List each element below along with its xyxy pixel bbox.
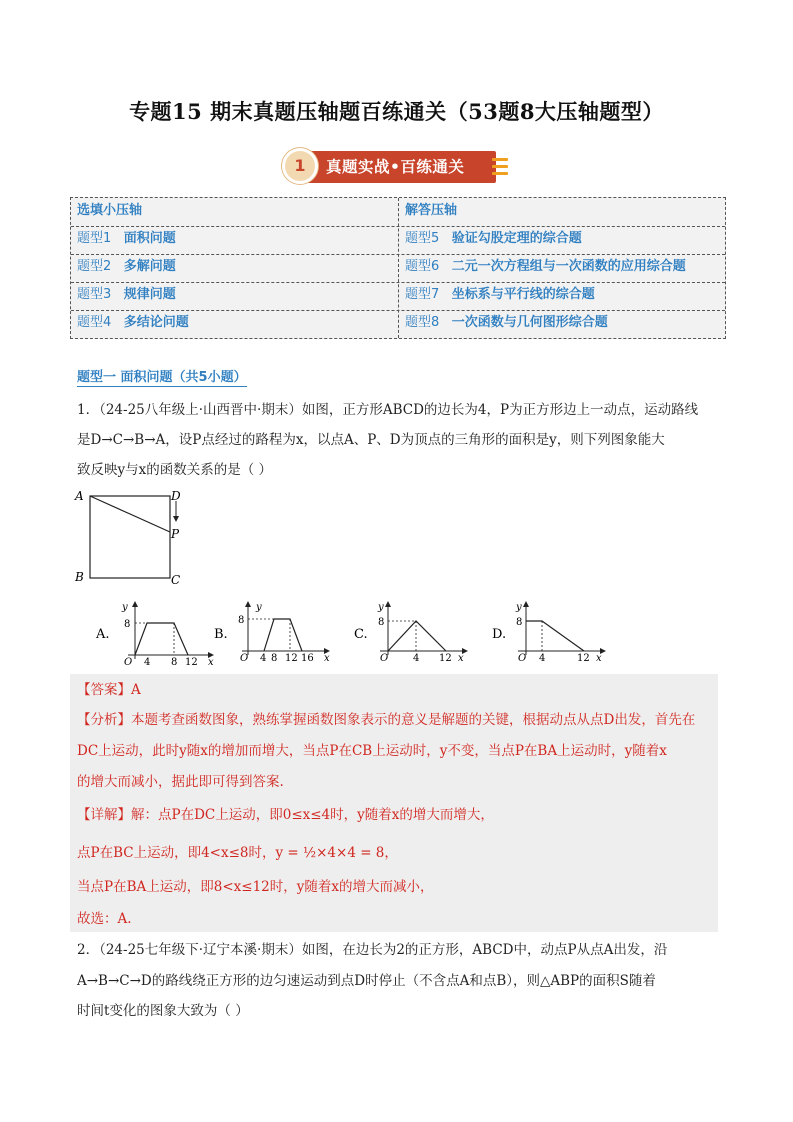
y-axis-arrow-icon bbox=[245, 601, 251, 607]
y-tick-label: 8 bbox=[238, 615, 245, 626]
toc-divider bbox=[398, 198, 399, 338]
banner-stripe-decoration bbox=[492, 165, 508, 168]
detail-line-3: 当点P在BA上运动，即8<x≤12时，y随着x的增大而减小， bbox=[77, 879, 434, 895]
detail-line-1: 【详解】解：点P在DC上运动，即0≤x≤4时，y随着x的增大而增大， bbox=[77, 807, 494, 823]
section-heading: 题型一 面积问题（共5小题） bbox=[77, 366, 247, 387]
page-title: 专题15 期末真题压轴题百练通关（53题8大压轴题型） bbox=[129, 99, 664, 124]
square-outline bbox=[90, 496, 170, 578]
y-axis-arrow-icon bbox=[132, 601, 138, 607]
x-tick-label: 4 bbox=[260, 653, 267, 664]
square-abcd-figure bbox=[70, 486, 190, 590]
label-p: P bbox=[171, 527, 180, 541]
x-axis-label: x bbox=[458, 653, 464, 664]
toc-item-type-6[interactable]: 题型6 二元一次方程组与一次函数的应用综合题 bbox=[405, 259, 686, 274]
origin-label: O bbox=[380, 653, 389, 664]
arrow-head-icon bbox=[173, 516, 179, 522]
x-tick-label: 12 bbox=[285, 653, 298, 664]
x-tick-label: 12 bbox=[439, 653, 452, 664]
x-tick-label: 12 bbox=[577, 653, 590, 664]
banner-stripe-decoration bbox=[492, 172, 508, 175]
origin-label: O bbox=[124, 657, 133, 667]
option-b-label: B. bbox=[214, 627, 228, 642]
toc-divider bbox=[71, 282, 725, 283]
option-a-graph[interactable] bbox=[90, 597, 220, 667]
analysis-line-2: DC上运动，此时y随x的增加而增大，当点P在CB上运动时，y不变，当点P在BA上运动时，y随着x bbox=[77, 743, 667, 759]
label-d: D bbox=[171, 489, 181, 503]
banner-text: 真题实战•百练通关 bbox=[326, 158, 465, 176]
question-1-line-3: 致反映y与x的函数关系的是（ ） bbox=[77, 462, 273, 478]
y-axis-label: y bbox=[122, 602, 128, 613]
question-1-line-1: 1．（24-25八年级上·山西晋中·期末）如图，正方形ABCD的边长为4，P为正方形边上一动点，运动路线 bbox=[77, 402, 699, 418]
label-c: C bbox=[171, 573, 181, 587]
y-tick-label: 8 bbox=[378, 617, 385, 628]
x-tick-label: 8 bbox=[271, 653, 278, 664]
banner-stripe-decoration bbox=[492, 158, 508, 161]
question-1-line-2: 是D→C→B→A，设P点经过的路程为x，以点A、P、D为顶点的三角形的面积是y，则下列图象能大 bbox=[77, 432, 665, 448]
toc-item-type-5[interactable]: 题型5 验证勾股定理的综合题 bbox=[405, 231, 582, 246]
y-tick-label: 8 bbox=[124, 619, 131, 630]
option-d-graph[interactable] bbox=[488, 597, 618, 667]
label-a: A bbox=[75, 489, 84, 503]
question-2-line-2: A→B→C→D的路线绕正方形的边匀速运动到点D时停止（不含点A和点B），则△ABP的面积S随着 bbox=[77, 973, 656, 989]
x-axis-label: x bbox=[596, 653, 602, 664]
option-b-graph[interactable] bbox=[210, 597, 340, 667]
y-axis-arrow-icon bbox=[385, 601, 391, 607]
analysis-line-3: 的增大而减小，据此即可得到答案. bbox=[77, 774, 284, 790]
function-graph bbox=[264, 619, 302, 651]
analysis-line-1: 【分析】本题考查函数图象，熟练掌握函数图象表示的意义是解题的关键，根据动点从点D出发，首先在 bbox=[77, 712, 696, 728]
toc-item-type-8[interactable]: 题型8 一次函数与几何图形综合题 bbox=[405, 315, 608, 330]
y-tick-label: 8 bbox=[516, 617, 523, 628]
toc-left-header: 选填小压轴 bbox=[77, 203, 143, 218]
toc-divider bbox=[71, 310, 725, 311]
question-2-line-1: 2．（24-25七年级下·辽宁本溪·期末）如图，在边长为2的正方形，ABCD中，动点P从点A出发，沿 bbox=[77, 942, 668, 958]
y-axis-label: y bbox=[378, 602, 384, 613]
toc-divider bbox=[71, 226, 725, 227]
x-tick-label: 4 bbox=[539, 653, 546, 664]
question-2-line-3: 时间t变化的图象大致为（ ） bbox=[77, 1003, 249, 1019]
detail-line-2: 点P在BC上运动，即4<x≤8时，y = ½×4×4 = 8， bbox=[77, 845, 398, 861]
answer-line: 【答案】A bbox=[77, 682, 141, 698]
origin-label: O bbox=[518, 653, 527, 664]
origin-label: O bbox=[240, 653, 249, 664]
option-d-label: D. bbox=[492, 627, 507, 642]
table-of-contents bbox=[70, 197, 726, 339]
x-axis-label: x bbox=[208, 657, 214, 667]
x-tick-label: 12 bbox=[185, 657, 198, 667]
option-c-graph[interactable] bbox=[350, 597, 480, 667]
toc-item-type-7[interactable]: 题型7 坐标系与平行线的综合题 bbox=[405, 287, 595, 302]
x-tick-label: 4 bbox=[144, 657, 151, 667]
x-tick-label: 16 bbox=[301, 653, 314, 664]
toc-item-type-3[interactable]: 题型3 规律问题 bbox=[77, 287, 176, 302]
function-graph bbox=[135, 623, 188, 655]
y-axis-label: y bbox=[256, 602, 262, 613]
function-graph bbox=[388, 621, 446, 651]
function-graph bbox=[526, 621, 584, 651]
x-tick-label: 8 bbox=[171, 657, 178, 667]
section-banner bbox=[282, 148, 512, 186]
x-axis-label: x bbox=[324, 653, 330, 664]
toc-item-type-4[interactable]: 题型4 多结论问题 bbox=[77, 315, 189, 330]
segment-ap bbox=[90, 496, 170, 532]
x-tick-label: 4 bbox=[413, 653, 420, 664]
toc-item-type-2[interactable]: 题型2 多解问题 bbox=[77, 259, 176, 274]
detail-line-4: 故选：A. bbox=[77, 911, 132, 927]
y-axis-label: y bbox=[516, 602, 522, 613]
label-b: B bbox=[75, 570, 84, 584]
toc-divider bbox=[71, 254, 725, 255]
option-a-label: A. bbox=[96, 627, 110, 642]
toc-right-header: 解答压轴 bbox=[405, 203, 458, 218]
y-axis-arrow-icon bbox=[523, 601, 529, 607]
option-c-label: C. bbox=[354, 627, 368, 642]
toc-item-type-1[interactable]: 题型1 面积问题 bbox=[77, 231, 176, 246]
banner-number: 1 bbox=[282, 148, 318, 184]
